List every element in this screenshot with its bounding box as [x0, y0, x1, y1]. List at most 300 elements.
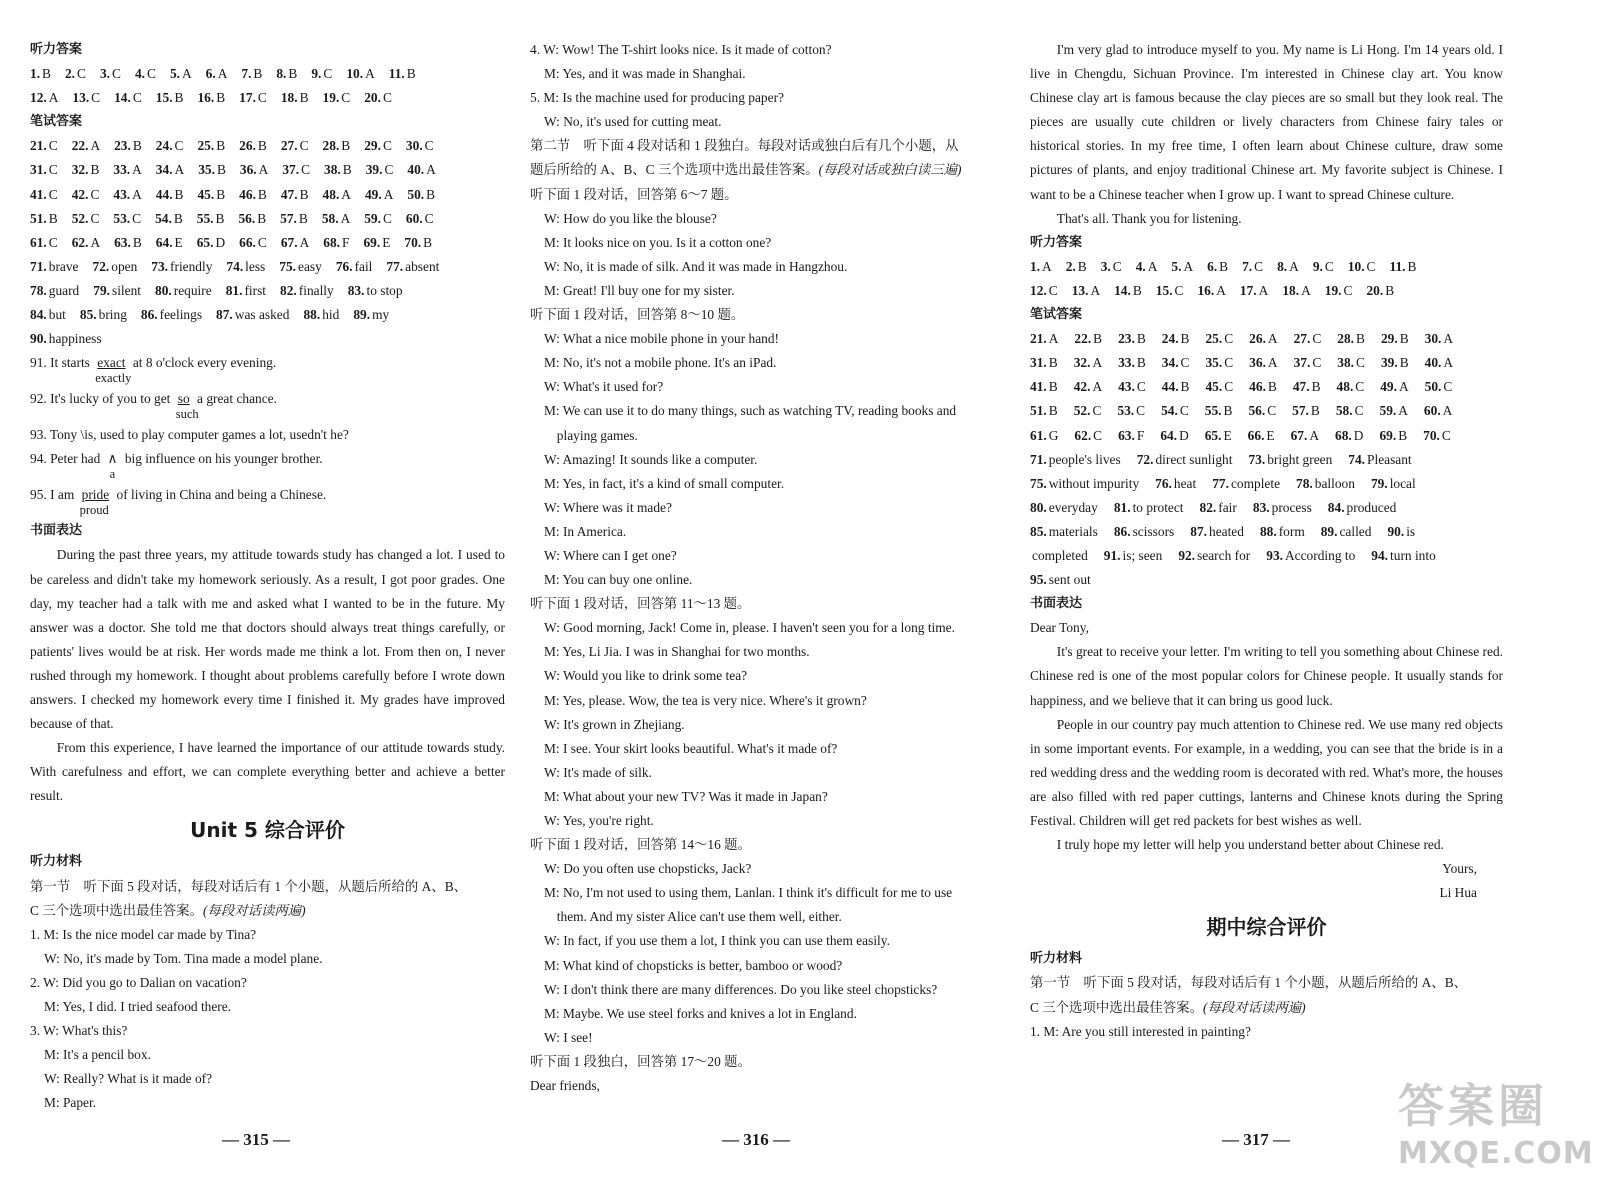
dialogue-line: W: No, it's made by Tom. Tina made a model plane. [44, 950, 323, 966]
answer-item [156, 158, 184, 182]
answer-number: 46. [239, 186, 256, 202]
answer-number: 60. [405, 210, 423, 226]
answer-value: B [1180, 379, 1190, 395]
answer-value: E [382, 234, 391, 250]
dialogue-line: W: It's made of silk. [544, 764, 652, 780]
answer-item [1118, 424, 1144, 448]
answer-item [1381, 351, 1409, 375]
section2-instruction: 第二节 听下面 4 段对话和 1 段独白。每段对话或独白后有几个小题，从 [530, 138, 959, 154]
dialogue-line: W: In fact, if you use them a lot, I think you can use them easily. [544, 933, 890, 949]
answer-number: 7. [241, 66, 252, 82]
answer-number: 57. [280, 210, 297, 226]
answer-number: 87. [1190, 523, 1207, 539]
answer-item [93, 255, 138, 279]
answer-row [1030, 544, 1503, 568]
answer-number: 41. [30, 186, 47, 202]
answer-item [1162, 327, 1190, 351]
answer-item [322, 207, 350, 231]
answer-item [1197, 279, 1225, 303]
dialogue-line: W: Do you often use chopsticks, Jack? [544, 861, 752, 877]
answer-number: 92. [1178, 547, 1196, 563]
answer-number: 74. [1348, 451, 1366, 467]
answer-value: sent out [1048, 572, 1091, 588]
answer-value: A [1183, 258, 1194, 274]
answer-number: 36. [1249, 355, 1266, 371]
answer-number: 51. [1030, 403, 1047, 419]
answer-value: B [423, 234, 433, 250]
answer-row [1030, 375, 1503, 399]
essay-paragraph-2: From this experience, I have learned the importance of our attitude towards study. With carefulness and effort, we can complete everything better and achieve a better result. [30, 740, 505, 804]
dialogue-line: M: I see. Your skirt looks beautiful. What's it made of? [544, 740, 838, 756]
answer-row [1030, 520, 1503, 544]
answer-value: C [1136, 403, 1146, 419]
letter-salutation: Dear Tony, [1030, 620, 1089, 636]
answer-value: C [1180, 355, 1190, 371]
answer-value: A [1442, 403, 1453, 419]
answer-item [30, 86, 58, 110]
monologue-closing: That's all. Thank you for listening. [1056, 210, 1242, 226]
answer-number: 13. [72, 90, 90, 106]
answer-number: 50. [1424, 379, 1442, 395]
answer-number: 19. [1324, 282, 1342, 298]
answer-item [170, 62, 192, 86]
answer-number: 6. [205, 66, 216, 82]
answer-item [1248, 424, 1275, 448]
dialogue-line: M: Maybe. We use steel forks and knives a lot in England. [544, 1005, 857, 1021]
answer-item [1249, 351, 1277, 375]
answer-item [1066, 255, 1087, 279]
answer-value: C [90, 210, 100, 226]
answer-item [114, 134, 142, 158]
answer-item [279, 255, 322, 279]
answer-number: 72. [92, 258, 110, 274]
answer-number: 38. [324, 162, 341, 178]
answer-number: 85. [1030, 523, 1047, 539]
answer-number: 44. [155, 186, 173, 202]
section1-instruction-cont: C 三个选项中选出最佳答案。(每段对话读两遍) [30, 902, 306, 918]
answer-value: B [299, 186, 309, 202]
answer-item [156, 134, 184, 158]
answer-value: B [216, 138, 226, 154]
answer-item [1249, 327, 1277, 351]
answer-row [30, 303, 505, 327]
answer-item [226, 255, 265, 279]
answer-item [1242, 255, 1263, 279]
answer-number: 68. [1335, 427, 1352, 443]
answer-value: B [1311, 379, 1321, 395]
answer-number: 79. [1370, 475, 1388, 491]
answer-value: is; seen [1122, 547, 1163, 563]
answer-value: C [132, 210, 142, 226]
section2-instruction-cont: 题后所给的 A、B、C 三个选项中选出最佳答案。(每段对话或独白读三遍) [530, 162, 962, 178]
answer-number: 24. [155, 138, 173, 154]
answer-item [155, 279, 212, 303]
answer-item [197, 183, 225, 207]
answer-item [346, 62, 374, 86]
answer-number: 47. [280, 186, 298, 202]
answer-number: 80. [155, 282, 172, 298]
answer-number: 64. [155, 234, 173, 250]
answer-number: 36. [239, 162, 257, 178]
answer-value: guard [48, 282, 80, 298]
answer-number: 28. [322, 138, 340, 154]
answer-number: 87. [216, 307, 233, 323]
dialogue-line: W: Would you like to drink some tea? [544, 668, 748, 684]
written-answers-grid [1030, 327, 1503, 592]
writing-heading: 书面表达 [30, 523, 83, 539]
answer-number: 62. [1074, 427, 1092, 443]
answer-item [1114, 496, 1184, 520]
answer-item [336, 255, 373, 279]
answer-item [1074, 399, 1102, 423]
dialogue-line: M: It's a pencil box. [44, 1047, 151, 1063]
answer-value: bright green [1267, 451, 1333, 467]
answer-number: 54. [155, 210, 172, 226]
answer-number: 84. [1327, 499, 1345, 515]
answer-row [1030, 255, 1503, 279]
answer-item [1205, 327, 1233, 351]
answer-item [80, 303, 127, 327]
answer-number: 51. [30, 210, 47, 226]
answer-value: C [1224, 331, 1234, 347]
answer-row [30, 207, 505, 231]
answer-number: 31. [30, 162, 47, 178]
answer-value: A [1398, 379, 1409, 395]
answer-value: A [365, 66, 375, 82]
answer-item [72, 207, 100, 231]
answer-item [156, 86, 184, 110]
answer-item [206, 62, 228, 86]
answer-value: B [257, 210, 267, 226]
answer-item [1030, 399, 1058, 423]
dialogue-line: W: I don't think there are many differences. Do you like steel chopsticks? [544, 981, 938, 997]
written-answers-heading: 笔试答案 [1030, 307, 1083, 323]
answer-item [365, 183, 393, 207]
answer-value: C [1174, 282, 1184, 298]
answer-item [1030, 520, 1098, 544]
answer-value: process [1271, 499, 1312, 515]
answer-number: 81. [1113, 499, 1131, 515]
watermark-logo: 答案圈 MXQE.COM [1398, 1079, 1594, 1171]
answer-value: to stop [366, 282, 403, 298]
answer-item [1337, 375, 1365, 399]
answer-number: 75. [279, 258, 297, 274]
answer-item [141, 303, 202, 327]
answer-number: 55. [196, 210, 214, 226]
answer-item [1160, 424, 1188, 448]
answer-item [30, 231, 58, 255]
letter-signature: Li Hua [1439, 885, 1477, 901]
answer-item [323, 134, 351, 158]
answer-number: 23. [1118, 331, 1135, 347]
answer-row [30, 183, 505, 207]
answer-value: C [90, 186, 100, 202]
dialogue-list [530, 183, 1003, 1099]
answer-value: B [216, 90, 226, 106]
answer-value: C [1356, 355, 1365, 371]
answer-item [239, 231, 267, 255]
answer-item [1294, 351, 1322, 375]
answer-item [30, 255, 79, 279]
dialogue-line: 3. W: What's this? [30, 1023, 128, 1039]
answer-item [30, 327, 102, 351]
answer-value: B [1132, 282, 1142, 298]
answer-number: 27. [280, 138, 298, 154]
answer-value: F [1136, 427, 1145, 443]
letter-paragraph-2: People in our country pay much attention to Chinese red. We use many red objects in some important events. For example, in a wedding, you can see that the bride is in a red wedding dress and the wedding room is decorated with red. What's more, the houses are also filled with red paper cuttings, lanterns and Chinese knots during the Spring Festival. Children will get red packets for best wishes as well. [1030, 716, 1503, 828]
monologue-paragraph: I'm very glad to introduce myself to you. My name is Li Hong. I'm 14 years old. I live in Chengdu, Sichuan Province. I'm interested in Chinese clay art. You know Chinese clay art is famous because the clay pieces are so small but they look real. The pieces are usually cute children or lively characters from Chinese fairy tales or historical stories. In my free time, I often learn about Chinese culture, draw some pictures of plants, and enjoy traditional Chinese art. My favorite subject is Chinese. I want to be a Chinese teacher when I grow up. I want to spread Chinese culture. [1030, 42, 1503, 202]
answer-value: absent [405, 258, 440, 274]
answer-value: B [1407, 258, 1417, 274]
answer-value: C [174, 138, 184, 154]
answer-number: 62. [71, 234, 89, 250]
answer-number: 17. [1239, 282, 1257, 298]
answer-value: C [257, 234, 267, 250]
dialogue-heading: 听下面 1 段对话，回答第 14～16 题。 [530, 837, 751, 853]
answer-item [1200, 496, 1237, 520]
answer-value: C [1312, 355, 1322, 371]
answer-value: C [1224, 355, 1234, 371]
answer-item [1030, 255, 1052, 279]
answer-value: B [215, 210, 225, 226]
answer-item [1104, 544, 1163, 568]
answer-value: B [48, 210, 58, 226]
answer-value: A [1092, 379, 1103, 395]
answer-value: is [1406, 523, 1416, 539]
answer-item [1156, 279, 1184, 303]
answer-value: C [301, 162, 311, 178]
answer-number: 48. [1336, 379, 1354, 395]
answer-item [311, 62, 332, 86]
dialogue-line: 1. M: Is the nice model car made by Tina? [30, 926, 257, 942]
answer-item [1296, 472, 1355, 496]
answer-number: 49. [364, 186, 382, 202]
dialogue-line: M: What about your new TV? Was it made in Japan? [544, 788, 828, 804]
answer-value: A [1267, 355, 1278, 371]
answer-value: scissors [1132, 523, 1175, 539]
answer-number: 26. [1249, 331, 1266, 347]
answer-item [1205, 375, 1233, 399]
answer-item [1118, 375, 1146, 399]
answer-item [1205, 399, 1233, 423]
listening-answers-heading: 听力答案 [30, 42, 83, 57]
answer-item [364, 134, 392, 158]
answer-number: 70. [1423, 427, 1440, 443]
answer-number: 65. [1204, 427, 1222, 443]
answer-item [72, 231, 100, 255]
answer-row [30, 86, 505, 110]
answer-value: B [299, 90, 309, 106]
answer-number: 43. [1118, 379, 1135, 395]
answer-item [72, 86, 100, 110]
answer-item [1162, 351, 1190, 375]
answer-value: A [383, 186, 394, 202]
answer-row [30, 327, 505, 351]
answer-number: 91. [1103, 547, 1121, 563]
answer-value: B [174, 186, 184, 202]
answer-item [113, 158, 141, 182]
answer-row [1030, 568, 1503, 592]
answer-item [1205, 351, 1233, 375]
answer-item [1030, 424, 1058, 448]
answer-number: 12. [30, 90, 47, 106]
answer-item [1178, 544, 1250, 568]
answer-number: 82. [1199, 499, 1217, 515]
answer-number: 82. [280, 282, 297, 298]
answer-value: C [1112, 258, 1122, 274]
answer-value: everyday [1048, 499, 1098, 515]
answer-row [1030, 424, 1503, 448]
dialogue-line: M: No, I'm not used to using them, Lanlan. I think it's difficult for me to use [544, 885, 953, 901]
answer-item [366, 158, 394, 182]
answer-number: 80. [1030, 499, 1047, 515]
answer-value: According to [1285, 547, 1356, 563]
answer-item [135, 62, 156, 86]
answer-number: 1. [30, 66, 41, 82]
dialogue-line: playing games. [556, 427, 638, 443]
answer-number: 30. [1424, 331, 1442, 347]
answer-value: C [257, 90, 267, 106]
answer-value: B [173, 210, 183, 226]
dialogue-line: M: Yes, Li Jia. I was in Shanghai for two months. [544, 644, 810, 660]
answer-number: 45. [197, 186, 215, 202]
answer-number: 89. [1320, 523, 1338, 539]
answer-value: C [77, 66, 86, 82]
answer-number: 78. [1296, 475, 1313, 491]
answer-value: D [215, 234, 226, 250]
answer-value: form [1278, 523, 1305, 539]
answer-row [30, 158, 505, 182]
answer-number: 66. [1247, 427, 1265, 443]
answer-value: C [1136, 379, 1146, 395]
dialogue-line: W: What's it used for? [544, 379, 664, 395]
answer-value: A [1216, 282, 1226, 298]
answer-value: C [48, 234, 58, 250]
answer-item [323, 231, 349, 255]
answer-item [406, 134, 434, 158]
answer-value: B [216, 162, 226, 178]
answer-value: C [323, 66, 333, 82]
answer-value: C [1443, 379, 1453, 395]
answer-number: 22. [1074, 331, 1092, 347]
answer-number: 22. [71, 138, 89, 154]
answer-value: C [112, 66, 121, 82]
answer-number: 71. [30, 258, 47, 274]
answer-item [280, 207, 308, 231]
answer-value: C [299, 138, 309, 154]
answer-item [1074, 424, 1102, 448]
dialogue-line: W: Really? What is it made of? [44, 1071, 213, 1087]
answer-item [348, 279, 403, 303]
answer-number: 79. [93, 282, 110, 298]
answer-number: 4. [1135, 258, 1146, 274]
dialogue-line: M: Great! I'll buy one for my sister. [544, 282, 735, 298]
answer-value: C [382, 90, 392, 106]
dialogue-line: M: Yes, please. Wow, the tea is very nice. Where's it grown? [544, 692, 867, 708]
answer-item [1425, 327, 1453, 351]
written-answers-grid [30, 134, 505, 351]
answer-value: A [1289, 258, 1299, 274]
answer-number: 1. [1030, 258, 1041, 274]
writing-heading: 书面表达 [1030, 596, 1083, 612]
answer-item [114, 86, 142, 110]
answer-value: was asked [234, 307, 290, 323]
correction-95: 95. I am pride proud of living in China and being a Chinese. [30, 487, 327, 518]
listening-answers-grid [1030, 255, 1503, 303]
answer-value: A [1090, 282, 1101, 298]
answer-item [324, 158, 352, 182]
answer-item [1162, 375, 1190, 399]
answer-item [1380, 375, 1408, 399]
page-315-column [30, 38, 505, 1115]
answer-item [30, 158, 58, 182]
answer-item [1371, 544, 1436, 568]
answer-item [1282, 279, 1310, 303]
answer-number: 35. [198, 162, 215, 178]
answer-value: B [132, 138, 142, 154]
answer-item [282, 158, 310, 182]
answer-value: brave [48, 258, 79, 274]
answer-item [197, 134, 225, 158]
answer-value: A [1443, 331, 1454, 347]
answer-number: 63. [1118, 427, 1135, 443]
answer-value: B [253, 66, 263, 82]
answer-value: B [1356, 331, 1365, 347]
midterm-title: 期中综合评价 [1206, 915, 1327, 940]
answer-item [197, 86, 225, 110]
answer-value: C [132, 90, 142, 106]
answer-number: 34. [1161, 355, 1179, 371]
answer-number: 45. [1205, 379, 1223, 395]
answer-number: 2. [64, 66, 76, 82]
answer-number: 13. [1071, 282, 1089, 298]
answer-item [197, 207, 225, 231]
answer-number: 15. [1155, 282, 1173, 298]
answer-value: B [1219, 258, 1229, 274]
answer-number: 14. [1114, 282, 1131, 298]
answer-value: C [1441, 427, 1451, 443]
correction-91: 91. It starts exact exactly at 8 o'clock every evening. [30, 355, 277, 386]
answer-number: 3. [1100, 258, 1111, 274]
answer-value: fail [354, 258, 373, 274]
answer-item [1240, 279, 1268, 303]
answer-item [363, 231, 390, 255]
answer-value: B [42, 66, 51, 82]
dialogue-line: W: What a nice mobile phone in your hand! [544, 331, 780, 347]
answer-item [30, 303, 66, 327]
answer-number: 72. [1136, 451, 1154, 467]
answer-item [30, 183, 58, 207]
answer-value: A [1258, 282, 1269, 298]
answer-item [389, 62, 416, 86]
answer-value: E [1266, 427, 1275, 443]
answer-number: 25. [1205, 331, 1223, 347]
answer-value: open [111, 258, 138, 274]
answer-number: 33. [1118, 355, 1135, 371]
dialogue-heading: 听下面 1 段对话，回答第 11～13 题。 [530, 596, 751, 612]
answer-value: people's lives [1048, 451, 1121, 467]
essay-paragraph-1: During the past three years, my attitude towards study has changed a lot. I used to be careless and didn't take my homework seriously. As a result, I got poor grades. One day, my teacher had a talk with me and asked what I wanted to be in the future. My answer was a doctor. She told me that doctors should always treat things carefully, or patients' lives would be at risk. Her words made me think a lot. From then on, I never rushed through my homework. I thought about problems carefully before I wrote down answers. I checked my homework every time I finished it. My grades have improved because of that. [30, 547, 505, 732]
dialogue-line: M: Yes, and it was made in Shanghai. [544, 66, 746, 82]
answer-value: B [1223, 403, 1233, 419]
unit-5-title: Unit 5 综合评价 [190, 818, 345, 843]
answer-item [1380, 399, 1408, 423]
answer-number: 25. [197, 138, 215, 154]
answer-value: heated [1209, 523, 1244, 539]
dialogue-line: M: Yes, in fact, it's a kind of small computer. [544, 475, 785, 491]
answer-row [30, 62, 505, 86]
answer-number: 69. [1379, 427, 1397, 443]
